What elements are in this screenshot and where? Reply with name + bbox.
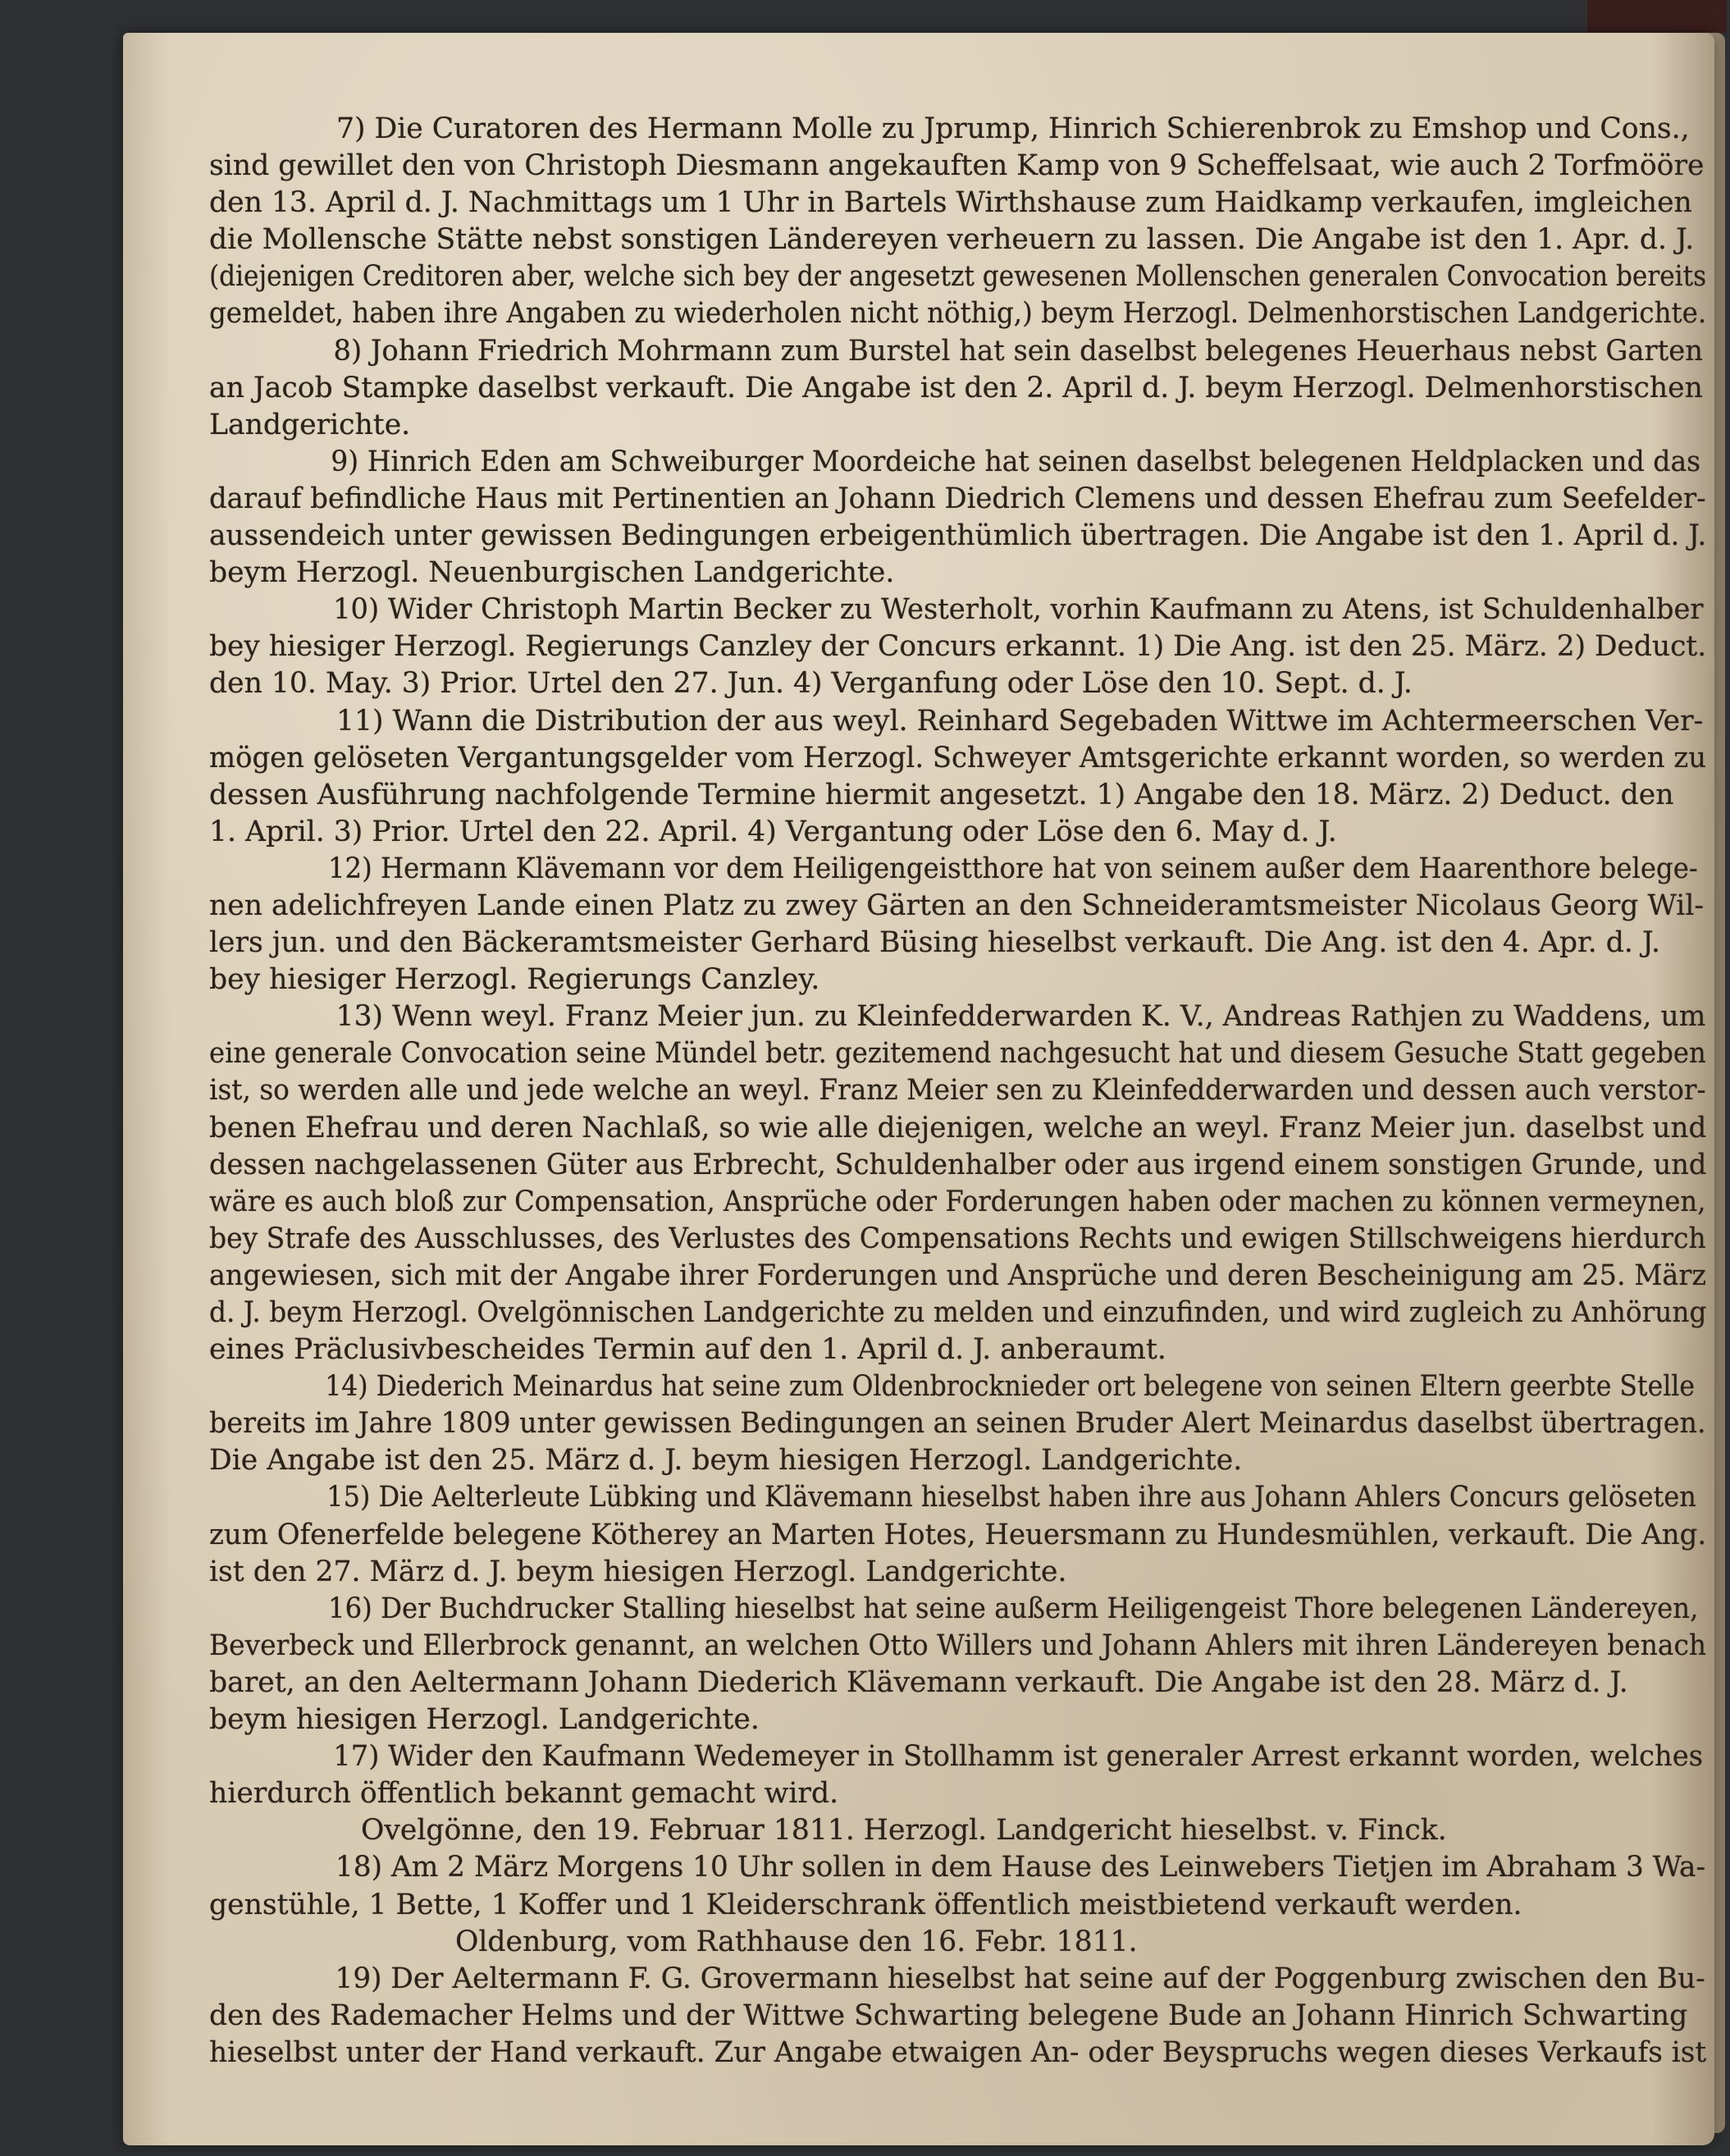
text-line: Ovelgönne, den 19. Februar 1811. Herzogl. Landgericht hieselbst. v. Finck. (361, 1814, 1447, 1848)
text-line: 19) Der Aeltermann F. G. Grovermann hieselbst hat seine auf der Poggenburg zwischen den Bu- (335, 1962, 1705, 1995)
text-line: eine generale Convocation seine Mündel betr. gezitemend nachgesucht hat und diesem Gesuche Statt gegeben (209, 1037, 1706, 1071)
text-line: 7) Die Curatoren des Hermann Molle zu Jprump, Hinrich Schierenbrok zu Emshop und Cons., (336, 112, 1690, 145)
text-line: darauf befindliche Haus mit Pertinentien an Johann Diedrich Clemens und dessen Ehefrau zum Seefelder- (209, 482, 1706, 515)
text-line: Landgerichte. (209, 408, 411, 441)
text-line: 12) Hermann Klävemann vor dem Heiligengeistthore hat von seinem außer dem Haarenthore belege- (327, 852, 1698, 885)
text-line: die Mollensche Stätte nebst sonstigen Ländereyen verheuern zu lassen. Die Angabe ist den 1. Apr. d. J. (209, 223, 1695, 257)
text-line: hierdurch öffentlich bekannt gemacht wird. (209, 1777, 839, 1811)
text-line: Beverbeck und Ellerbrock genannt, an welchen Otto Willers und Johann Ahlers mit ihren Ländereyen benach (209, 1628, 1707, 1662)
text-line: gemeldet, haben ihre Angaben zu wiederholen nicht nöthig,) beym Herzogl. Delmenhorstischen Landgerichte. (209, 297, 1707, 331)
text-line: 10) Wider Christoph Martin Becker zu Westerholt, vorhin Kaufmann zu Atens, ist Schuldenhalber (333, 593, 1704, 627)
text-line: 11) Wann die Distribution der aus weyl. Reinhard Segebaden Wittwe im Achtermeerschen Ver- (336, 704, 1704, 738)
text-line: 17) Wider den Kaufmann Wedemeyer in Stollhamm ist generaler Arrest erkannt worden, welches (333, 1740, 1704, 1774)
text-line: d. J. beym Herzogl. Ovelgönnischen Landgerichte zu melden und einzufinden, und wird zugleich zu Anhörung (209, 1296, 1707, 1329)
text-line: ist, so werden alle und jede welche an weyl. Franz Meier sen zu Kleinfedderwarden und dessen auch verstor- (209, 1074, 1706, 1108)
text-line: bey hiesiger Herzogl. Regierungs Canzley der Concurs erkannt. 1) Die Ang. ist den 25. März. 2) Deduct. (209, 630, 1707, 664)
binding-strip (1587, 0, 1727, 33)
text-line: genstühle, 1 Bette, 1 Koffer und 1 Kleiderschrank öffentlich meistbietend verkauft werden. (209, 1888, 1522, 1921)
document-text (209, 111, 1710, 2071)
text-line: angewiesen, sich mit der Angabe ihrer Forderungen und Ansprüche und deren Bescheinigung am 25. März (209, 1258, 1706, 1292)
text-line: 9) Hinrich Eden am Schweiburger Moordeiche hat seinen daselbst belegenen Heldplacken und das (331, 445, 1701, 478)
text-line: (diejenigen Creditoren aber, welche sich bey der angesetzt gewesenen Mollenschen generalen Convocation bereits (209, 260, 1707, 294)
text-line: wäre es auch bloß zur Compensation, Ansprüche oder Forderungen haben oder machen zu können vermeynen, (209, 1185, 1706, 1218)
text-line: mögen gelöseten Vergantungsgelder vom Herzogl. Schweyer Amtsgerichte erkannt worden, so werden zu (209, 741, 1706, 774)
text-line: eines Präclusivbescheides Termin auf den 1. April d. J. anberaumt. (209, 1333, 1166, 1367)
text-line: benen Ehefrau und deren Nachlaß, so wie alle diejenigen, welche an weyl. Franz Meier jun. daselbst und (209, 1111, 1707, 1144)
text-line: hieselbst unter der Hand verkauft. Zur Angabe etwaigen An- oder Beyspruchs wegen dieses Verkaufs ist (209, 2035, 1707, 2069)
text-line: dessen Ausführung nachfolgende Termine hiermit angesetzt. 1) Angabe den 18. März. 2) Deduct. den (209, 778, 1674, 811)
text-line: 18) Am 2 März Morgens 10 Uhr sollen in dem Hause des Leinwebers Tietjen im Abraham 3 Wa- (335, 1851, 1706, 1884)
text-line: 14) Diederich Meinardus hat seine zum Oldenbrocknieder ort belegene von seinen Eltern geerbte Stelle (325, 1370, 1696, 1404)
text-line: Die Angabe ist den 25. März d. J. beym hiesigen Herzogl. Landgerichte. (209, 1444, 1243, 1478)
text-line: den 10. May. 3) Prior. Urtel den 27. Jun. 4) Verganfung oder Löse den 10. Sept. d. J. (209, 667, 1413, 701)
text-line: 13) Wenn weyl. Franz Meier jun. zu Kleinfedderwarden K. V., Andreas Rathjen zu Waddens, um (336, 1000, 1706, 1034)
text-line: lers jun. und den Bäckeramtsmeister Gerhard Büsing hieselbst verkauft. Die Ang. ist den 4. Apr. d. J. (209, 926, 1661, 960)
text-line: ist den 27. März d. J. beym hiesigen Herzogl. Landgerichte. (209, 1555, 1067, 1588)
text-line: 8) Johann Friedrich Mohrmann zum Burstel hat sein daselbst belegenes Heuerhaus nebst Garten (333, 334, 1704, 368)
text-line: baret, an den Aeltermann Johann Diederich Klävemann verkauft. Die Angabe ist den 28. März d. J. (209, 1665, 1628, 1699)
text-line: zum Ofenerfelde belegene Kötherey an Marten Hotes, Heuersmann zu Hundesmühlen, verkauft. Die Ang. (209, 1518, 1707, 1551)
text-line: den 13. April d. J. Nachmittags um 1 Uhr in Bartels Wirthshause zum Haidkamp verkaufen, imgleichen (209, 186, 1692, 220)
text-line: sind gewillet den von Christoph Diesmann angekauften Kamp von 9 Scheffelsaat, wie auch 2 Torfmööre (209, 149, 1705, 183)
text-line: den des Rademacher Helms und der Wittwe Schwarting belegene Bude an Johann Hinrich Schwarting (209, 1998, 1688, 2032)
text-line: nen adelichfreyen Lande einen Platz zu zwey Gärten an den Schneideramtsmeister Nicolaus Georg Wil- (209, 888, 1705, 922)
text-line: bereits im Jahre 1809 unter gewissen Bedingungen an seinen Bruder Alert Meinardus daselbst übertragen. (209, 1407, 1706, 1441)
text-line: dessen nachgelassenen Güter aus Erbrecht, Schuldenhalber oder aus irgend einem sonstigen Grunde, und (209, 1148, 1707, 1181)
text-line: 16) Der Buchdrucker Stalling hieselbst hat seine außerm Heiligengeist Thore belegenen Ländereyen, (328, 1592, 1699, 1625)
text-line: an Jacob Stampke daselbst verkauft. Die Angabe ist den 2. April d. J. beym Herzogl. Delmenhorstischen (209, 371, 1703, 404)
text-line: aussendeich unter gewissen Bedingungen erbeigenthümlich übertragen. Die Angabe ist den 1. April d. J. (209, 519, 1707, 553)
text-line: 15) Die Aelterleute Lübking und Klävemann hieselbst haben ihre aus Johann Ahlers Concurs gelöseten (326, 1481, 1696, 1514)
text-line: bey Strafe des Ausschlusses, des Verlustes des Compensations Rechts und ewigen Stillschweigens hierdurch (209, 1222, 1706, 1255)
text-line: Oldenburg, vom Rathhause den 16. Febr. 1811. (455, 1925, 1138, 1958)
text-line: beym Herzogl. Neuenburgischen Landgerichte. (209, 556, 895, 590)
text-line: 1. April. 3) Prior. Urtel den 22. April. 4) Vergantung oder Löse den 6. May d. J. (209, 815, 1337, 848)
text-line: beym hiesigen Herzogl. Landgerichte. (209, 1703, 760, 1737)
text-line: bey hiesiger Herzogl. Regierungs Canzley. (209, 963, 820, 997)
